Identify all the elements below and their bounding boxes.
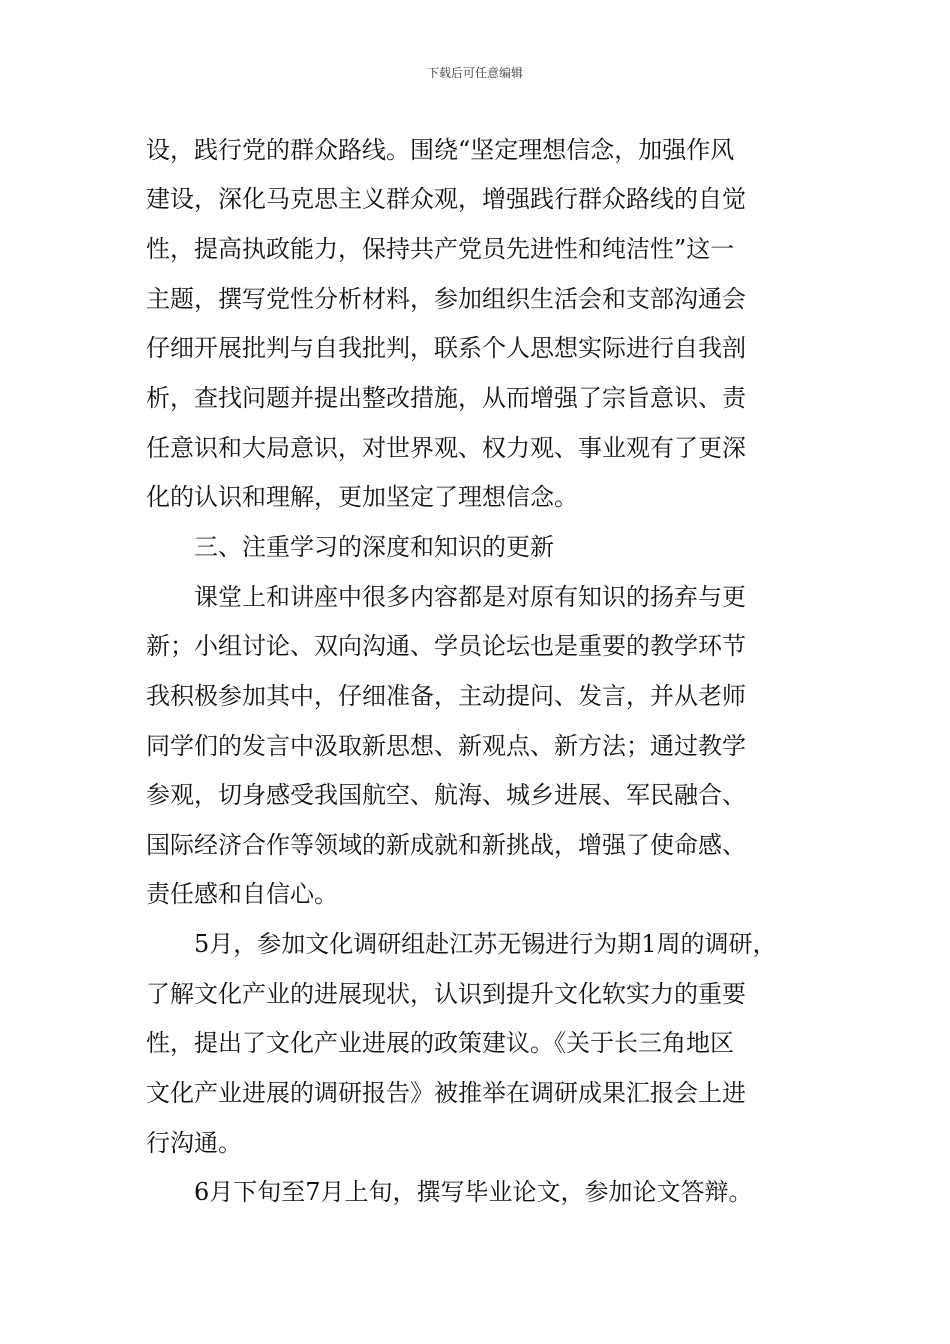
text-line: 5月，参加文化调研组赴江苏无锡进行为期1周的调研，: [194, 930, 777, 958]
text-line: 任意识和大局意识，对世界观、权力观、事业观有了更深: [146, 434, 746, 462]
text-line: 性，提出了文化产业进展的政策建议。《关于长三角地区: [146, 1029, 734, 1057]
text-line: 析，查找问题并提出整改措施，从而增强了宗旨意识、责: [146, 384, 746, 412]
text-line: 课堂上和讲座中很多内容都是对原有知识的扬弃与更: [194, 583, 746, 611]
text-line: 新；小组讨论、双向沟通、学员论坛也是重要的教学环节: [146, 632, 746, 660]
text-line: 行沟通。: [146, 1129, 242, 1157]
page-header: 下载后可任意编辑: [426, 66, 523, 80]
text-line: 国际经济合作等领域的新成就和新挑战，增强了使命感、: [146, 831, 746, 859]
text-line: 了解文化产业的进展现状，认识到提升文化软实力的重要: [146, 980, 746, 1008]
text-line: 主题，撰写党性分析材料，参加组织生活会和支部沟通会: [146, 285, 746, 313]
section-heading: 三、注重学习的深度和知识的更新: [194, 533, 554, 561]
text-line: 设，践行党的群众路线。围绕“坚定理想信念，加强作风: [146, 136, 735, 164]
text-line: 6月下旬至7月上旬，撰写毕业论文，参加论文答辩。: [194, 1178, 753, 1206]
text-line: 参观，切身感受我国航空、航海、城乡进展、军民融合、: [146, 781, 746, 809]
text-line: 同学们的发言中汲取新思想、新观点、新方法；通过教学: [146, 732, 746, 760]
text-line: 我积极参加其中，仔细准备，主动提问、发言，并从老师: [146, 682, 746, 710]
text-line: 仔细开展批判与自我批判，联系个人思想实际进行自我剖: [146, 334, 746, 362]
text-line: 文化产业进展的调研报告》被推举在调研成果汇报会上进: [146, 1079, 746, 1107]
text-line: 化的认识和理解，更加坚定了理想信念。: [146, 483, 578, 511]
text-line: 责任感和自信心。: [146, 880, 338, 908]
text-line: 建设，深化马克思主义群众观，增强践行群众路线的自觉: [146, 185, 746, 213]
text-line: 性，提高执政能力，保持共产党员先进性和纯洁性”这一: [146, 235, 735, 263]
